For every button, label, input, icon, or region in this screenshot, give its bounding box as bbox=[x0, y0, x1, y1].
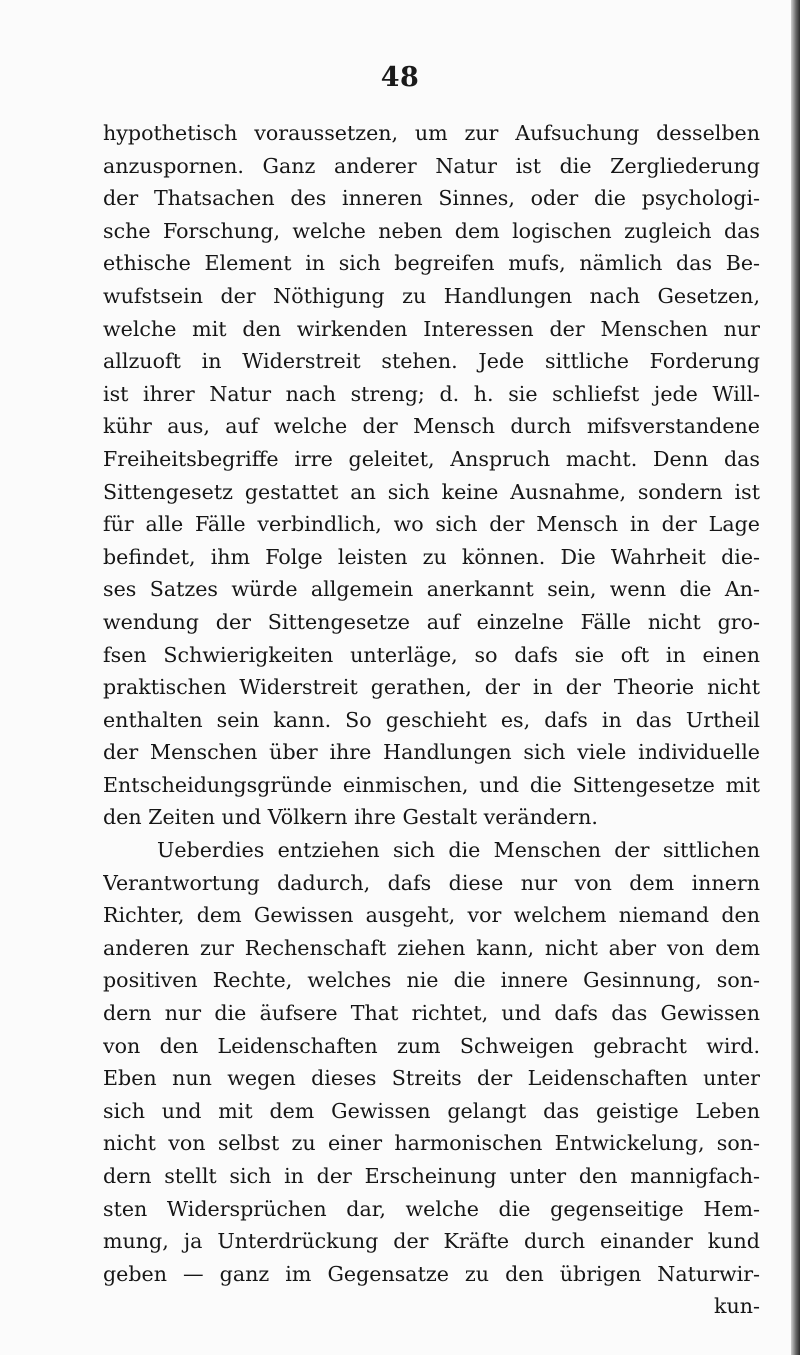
text-line: wufstsein der Nöthigung zu Handlungen nach Gesetzen, bbox=[103, 283, 760, 308]
text-line: praktischen Widerstreit gerathen, der in der Theorie nicht bbox=[103, 675, 760, 700]
text-line: ist ihrer Natur nach streng; d. h. sie schliefst jede Will- bbox=[103, 381, 760, 406]
text-line: der Thatsachen des inneren Sinnes, oder die psychologi- bbox=[103, 186, 760, 211]
page-number: 48 bbox=[380, 62, 420, 93]
text-line: Entscheidungsgründe einmischen, und die Sittengesetze mit bbox=[103, 772, 760, 797]
text-line: dern nur die äufsere That richtet, und dafs das Gewissen bbox=[103, 1001, 760, 1026]
body-text bbox=[103, 117, 760, 1323]
text-line: positiven Rechte, welches nie die innere Gesinnung, son- bbox=[103, 968, 760, 993]
text-line: für alle Fälle verbindlich, wo sich der Mensch in der Lage bbox=[103, 512, 760, 537]
text-line: wendung der Sittengesetze auf einzelne Fälle nicht gro- bbox=[103, 609, 760, 634]
page-edge-shadow bbox=[791, 0, 800, 1355]
text-line: dern stellt sich in der Erscheinung unter den mannigfach- bbox=[103, 1164, 760, 1188]
text-line: sten Widersprüchen dar, welche die gegenseitige Hem- bbox=[103, 1196, 760, 1221]
text-line: welche mit den wirkenden Interessen der Menschen nur bbox=[103, 316, 760, 341]
text-line: der Menschen über ihre Handlungen sich viele individuelle bbox=[103, 740, 760, 765]
text-line: befindet, ihm Folge leisten zu können. Die Wahrheit die- bbox=[103, 544, 760, 569]
text-line: kühr aus, auf welche der Mensch durch mifsverstandene bbox=[103, 414, 760, 439]
text-line: anderen zur Rechenschaft ziehen kann, nicht aber von dem bbox=[103, 935, 760, 960]
text-line: allzuoft in Widerstreit stehen. Jede sittliche Forderung bbox=[103, 349, 760, 374]
text-line: Sittengesetz gestattet an sich keine Ausnahme, sondern ist bbox=[103, 479, 760, 504]
text-line: enthalten sein kann. So geschieht es, dafs in das Urtheil bbox=[103, 707, 760, 732]
catchword: kun- bbox=[714, 1294, 760, 1319]
text-line: anzuspornen. Ganz anderer Natur ist die Zergliederung bbox=[103, 153, 760, 178]
text-line: ethische Element in sich begreifen mufs, nämlich das Be- bbox=[103, 251, 760, 276]
text-line: sche Forschung, welche neben dem logischen zugleich das bbox=[103, 218, 760, 243]
text-line: nicht von selbst zu einer harmonischen Entwickelung, son- bbox=[103, 1131, 760, 1156]
text-line: mung, ja Unterdrückung der Kräfte durch einander kund bbox=[103, 1229, 760, 1254]
text-line: Eben nun wegen dieses Streits der Leidenschaften unter bbox=[103, 1066, 760, 1091]
paragraph-first-line: Ueberdies entziehen sich die Menschen der sittlichen bbox=[157, 838, 760, 863]
text-line: von den Leidenschaften zum Schweigen gebracht wird. bbox=[103, 1033, 760, 1058]
text-line: Verantwortung dadurch, dafs diese nur von dem innern bbox=[103, 870, 760, 895]
text-line: fsen Schwierigkeiten unterläge, so dafs sie oft in einen bbox=[103, 642, 760, 667]
text-line: geben — ganz im Gegensatze zu den übrigen Naturwir- bbox=[103, 1261, 760, 1286]
text-line: sich und mit dem Gewissen gelangt das geistige Leben bbox=[103, 1098, 760, 1123]
paragraph-last-line: den Zeiten und Völkern ihre Gestalt verändern. bbox=[103, 805, 598, 830]
text-line: ses Satzes würde allgemein anerkannt sein, wenn die An- bbox=[103, 577, 760, 602]
text-line: hypothetisch voraussetzen, um zur Aufsuchung desselben bbox=[103, 121, 760, 145]
text-line: Freiheitsbegriffe irre geleitet, Anspruch macht. Denn das bbox=[103, 446, 760, 471]
text-line: Richter, dem Gewissen ausgeht, vor welchem niemand den bbox=[103, 903, 760, 928]
